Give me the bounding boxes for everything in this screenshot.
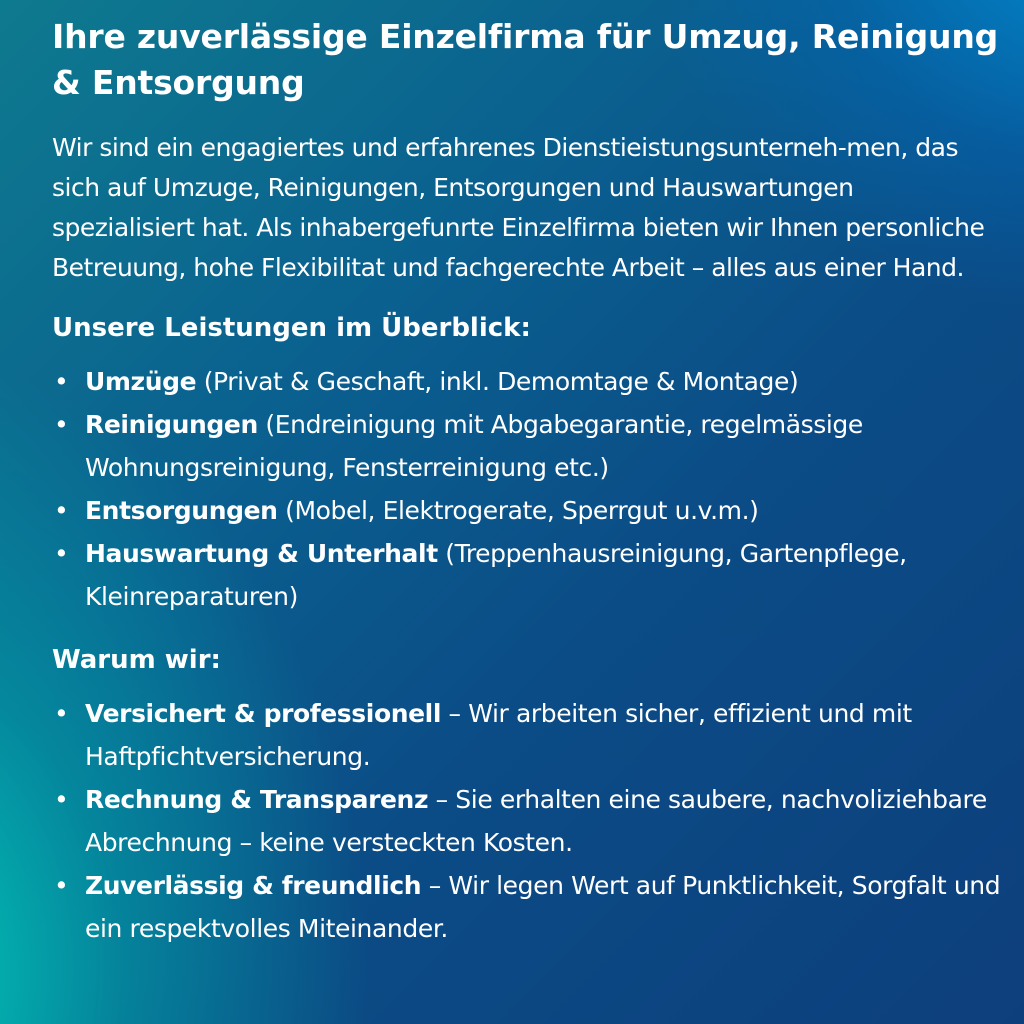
bullet-icon: • <box>54 367 69 396</box>
bullet-icon: • <box>54 785 69 814</box>
service-item-reinigungen <box>52 403 1002 489</box>
page-title: Ihre zuverlässige Einzelfirma für Umzug, Reinigung & Entsorgung <box>52 17 999 102</box>
service-description: (Endreinigung mit Abgabegarantie, regelmässige Wohnungsreinigung, Fensterreinigung etc.) <box>85 410 863 482</box>
why-item-zuverlaessig <box>52 864 1002 950</box>
services-list <box>52 360 1002 618</box>
why-description: – Wir arbeiten sicher, effizient und mit Haftpfichtversicherung. <box>85 699 912 771</box>
why-title: Zuverlässig & freundlich <box>85 871 422 900</box>
bullet-icon: • <box>54 410 69 439</box>
bullet-icon: • <box>54 699 69 728</box>
service-item-entsorgungen <box>52 489 1002 532</box>
service-description: (Mobel, Elektrogerate, Sperrgut u.v.m.) <box>277 496 759 525</box>
why-description: – Wir legen Wert auf Punktlichkeit, Sorgfalt und ein respektvolles Miteinander. <box>85 871 1001 943</box>
bullet-icon: • <box>54 871 69 900</box>
why-title: Rechnung & Transparenz <box>85 785 429 814</box>
service-description: (Treppenhausreinigung, Gartenpflege, Kleinreparaturen) <box>85 539 907 611</box>
why-description: – Sie erhalten eine saubere, nachvoliziehbare Abrechnung – keine versteckten Kosten. <box>85 785 987 857</box>
why-title: Versichert & professionell <box>85 699 442 728</box>
service-title: Entsorgungen <box>85 496 278 525</box>
service-description: (Privat & Geschaft, inkl. Demomtage & Montage) <box>196 367 799 396</box>
intro-paragraph: Wir sind ein engagiertes und erfahrenes Dienstieistungsunterneh-men, das sich auf Umzuge, Reinigungen, Entsorgungen und Hauswartungen spezialisiert hat. Als inhabergefunrte Einzelfirma bieten wir Ihnen personliche Betreuung, hohe Flexibilitat und fachgerechte Arbeit – alles aus einer Hand. <box>52 133 985 282</box>
service-item-hauswartung <box>52 532 1002 618</box>
why-item-rechnung <box>52 778 1002 864</box>
service-title: Umzüge <box>85 367 197 396</box>
why-list <box>52 692 1002 950</box>
why-heading: Warum wir: <box>52 645 221 675</box>
service-title: Hauswartung & Unterhalt <box>85 539 438 568</box>
bullet-icon: • <box>54 496 69 525</box>
why-item-versichert <box>52 692 1002 778</box>
service-item-umzuege <box>52 360 1002 403</box>
bullet-icon: • <box>54 539 69 568</box>
service-title: Reinigungen <box>85 410 258 439</box>
flyer-content <box>52 14 1002 972</box>
services-heading: Unsere Leistungen im Überblick: <box>52 313 531 343</box>
